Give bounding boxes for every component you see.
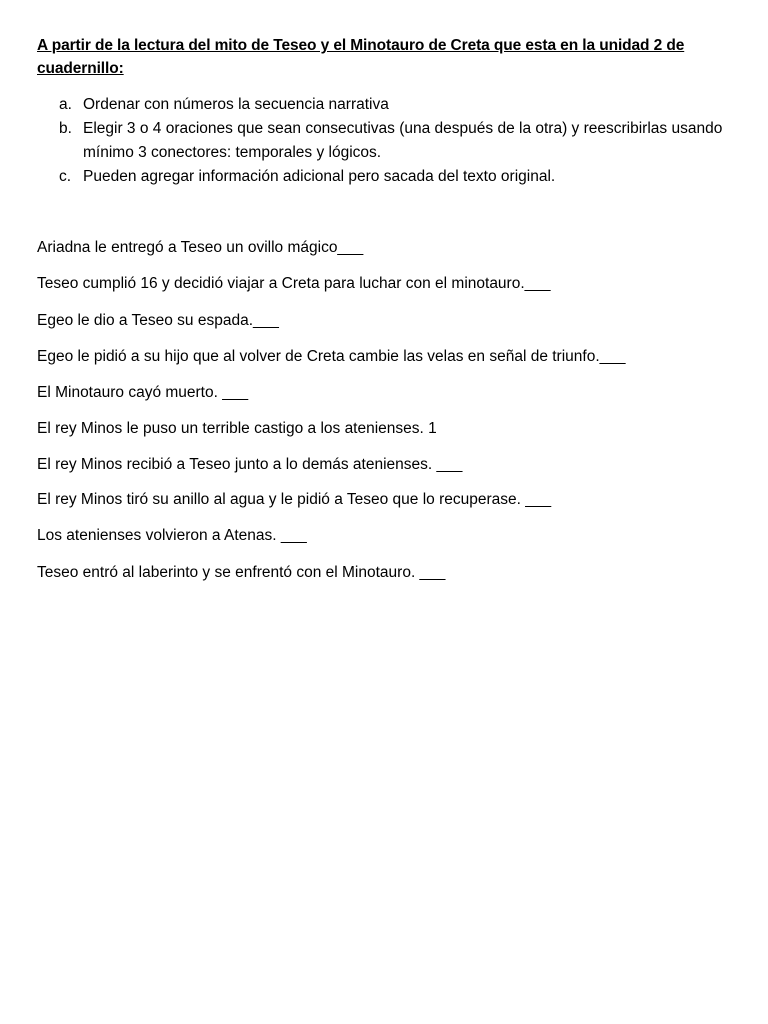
instruction-item-c bbox=[37, 165, 727, 189]
instruction-text: Elegir 3 o 4 oraciones que sean consecutivas (una después de la otra) y reescribirlas usando mínimo 3 conectores: temporales y lógicos. bbox=[83, 120, 723, 161]
assignment-heading: A partir de la lectura del mito de Teseo y el Minotauro de Creta que esta en la unidad 2 de cuadernillo: bbox=[37, 37, 685, 77]
instruction-item-b bbox=[37, 117, 727, 165]
narrative-sentence: Ariadna le entregó a Teseo un ovillo mágico___ bbox=[37, 239, 364, 256]
narrative-sentence: El rey Minos tiró su anillo al agua y le pidió a Teseo que lo recuperase. ___ bbox=[37, 491, 552, 508]
instruction-text: Ordenar con números la secuencia narrativa bbox=[83, 96, 389, 113]
narrative-sentence: El rey Minos recibió a Teseo junto a lo demás atenienses. ___ bbox=[37, 456, 463, 473]
narrative-sentence: Teseo cumplió 16 y decidió viajar a Creta para luchar con el minotauro.___ bbox=[37, 275, 551, 292]
instruction-list bbox=[37, 93, 727, 189]
narrative-sentence: Los atenienses volvieron a Atenas. ___ bbox=[37, 527, 307, 544]
narrative-sentence: Teseo entró al laberinto y se enfrentó con el Minotauro. ___ bbox=[37, 564, 446, 581]
instruction-item-a bbox=[37, 93, 727, 117]
narrative-sentence: Egeo le pidió a su hijo que al volver de Creta cambie las velas en señal de triunfo.___ bbox=[37, 348, 626, 365]
instruction-marker: c. bbox=[59, 168, 72, 185]
narrative-sentence: El rey Minos le puso un terrible castigo a los atenienses. 1 bbox=[37, 420, 437, 437]
instruction-text: Pueden agregar información adicional pero sacada del texto original. bbox=[83, 168, 556, 185]
narrative-sentence: El Minotauro cayó muerto. ___ bbox=[37, 384, 249, 401]
instruction-marker: b. bbox=[59, 120, 72, 137]
instruction-marker: a. bbox=[59, 96, 72, 113]
narrative-sentence: Egeo le dio a Teseo su espada.___ bbox=[37, 312, 279, 329]
